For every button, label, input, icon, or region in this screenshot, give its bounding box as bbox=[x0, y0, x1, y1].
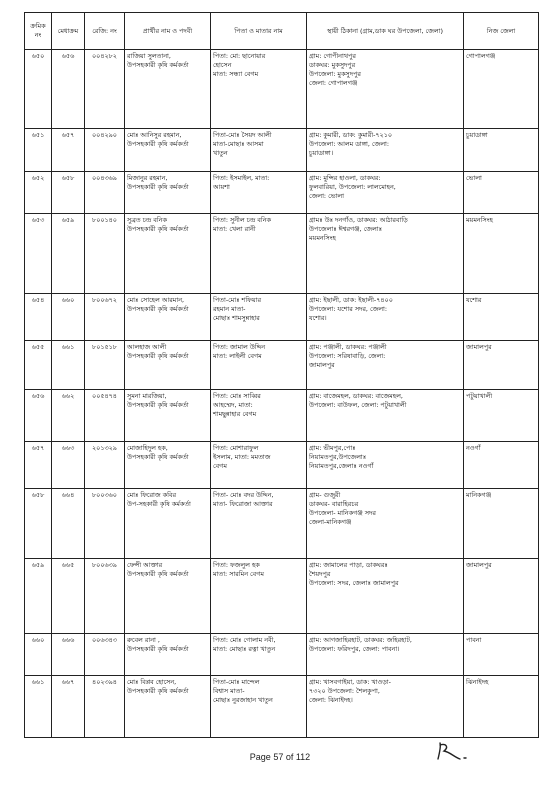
address-line: উপজেলাঃ ঈশ্বরগঞ্জ, জেলাঃ bbox=[309, 225, 383, 233]
address-line: জেলা: গোপালগঞ্জ bbox=[309, 79, 358, 87]
parents-line: পিতা: মোঃ গোলাম নবী, bbox=[213, 636, 276, 644]
parents-line: পিতা: মো: ছানোয়ার bbox=[213, 52, 266, 60]
name-designation-line: রাজিয়া সুলতানা, bbox=[127, 52, 171, 60]
address-cell bbox=[307, 129, 464, 172]
table-header-row bbox=[25, 13, 539, 50]
name-designation-line: মোঃ সোহেল আরমান, bbox=[127, 296, 185, 304]
serial-cell: ৬৫৪ bbox=[25, 294, 52, 341]
header-registration: রেজি: নং bbox=[85, 13, 125, 50]
parents-line: মোছাঃ নুরজাহান খাতুন bbox=[213, 696, 273, 704]
address-cell bbox=[307, 559, 464, 634]
address-line: ডাকঘর: মুকসুদপুর bbox=[309, 61, 356, 69]
name-designation-cell bbox=[125, 214, 211, 294]
serial-cell: ৬৫৯ bbox=[25, 559, 52, 634]
address-line: শৈয়দপুর bbox=[309, 570, 331, 578]
registration-cell: ০০৪২৮২ bbox=[85, 50, 125, 129]
registration-cell: ২০১৩২৯ bbox=[85, 442, 125, 489]
parents-line: আহম্মেদ, মাতা: bbox=[213, 401, 253, 409]
parents-line: মাতা: সন্ধ্যা বেগম bbox=[213, 70, 259, 78]
address-line: গ্রাম: জামালের পাড়া, ডাকঘরঃ bbox=[309, 561, 388, 569]
address-line: ৭৩২০ উপজেলা: শৈলকুপা, bbox=[309, 687, 380, 695]
merit-cell: ৬৬৩ bbox=[52, 442, 85, 489]
address-cell bbox=[307, 294, 464, 341]
parents-line: পিতা: মোশারাফুল bbox=[213, 444, 259, 452]
header-merit: মেধাক্রম bbox=[52, 13, 85, 50]
name-designation-line: সুব্রত চন্দ্র বনিক bbox=[127, 216, 167, 224]
name-designation-line: ফেন্সী আক্তার bbox=[127, 561, 163, 569]
address-line: গ্রাম: পঞ্জালী, ডাকঘর: পঞ্জালী bbox=[309, 343, 387, 351]
name-designation-line: উপসহকারী কৃষি কর্মকর্তা bbox=[127, 61, 189, 69]
district-cell: জামালপুর bbox=[464, 559, 539, 634]
parents-cell bbox=[211, 341, 307, 390]
header-parents: পিতা ও মাতার নাম bbox=[211, 13, 307, 50]
district-cell: পটুয়াখালী bbox=[464, 390, 539, 442]
merit-cell: ৬৫৬ bbox=[52, 50, 85, 129]
serial-cell: ৬৫৫ bbox=[25, 341, 52, 390]
serial-cell: ৬৬১ bbox=[25, 676, 52, 738]
table-row bbox=[25, 676, 539, 738]
name-designation-line: উপসহকারী কৃষি কর্মকর্তা bbox=[127, 687, 189, 695]
parents-line: আয়শা bbox=[213, 183, 230, 191]
address-line: গ্রাম: গোপীনাথপুর bbox=[309, 52, 356, 60]
parents-line: মাতা: সারমিন বেগম bbox=[213, 570, 264, 578]
parents-line: পিতা: ইসমাইল, মাতা: bbox=[213, 174, 270, 182]
registration-cell: ৮০০৬৩৯ bbox=[85, 559, 125, 634]
parents-line: বেগম bbox=[213, 462, 227, 470]
name-designation-line: উপসহকারী কৃষি কর্মকর্তা bbox=[127, 225, 189, 233]
name-designation-line: উপ-সহকারী কৃষি কর্মকর্তা bbox=[127, 500, 191, 508]
serial-cell: ৬৬০ bbox=[25, 634, 52, 676]
address-cell bbox=[307, 676, 464, 738]
address-line: উপজেলা- মানিকগঞ্জ সদর bbox=[309, 509, 376, 517]
parents-line: পিতা-মোঃ মান্দেল bbox=[213, 678, 260, 686]
serial-cell: ৬৫৬ bbox=[25, 390, 52, 442]
parents-line: পিতা-মোঃ শফিয়ার bbox=[213, 296, 261, 304]
parents-line: মাতা: খেলা রানী bbox=[213, 225, 256, 233]
district-cell: নওগাঁ bbox=[464, 442, 539, 489]
merit-cell: ৬৫৯ bbox=[52, 214, 85, 294]
merit-cell: ৬৬৪ bbox=[52, 489, 85, 559]
address-line: গ্রাম: খাসবগাইয়া, ডাক: খাওড়া- bbox=[309, 678, 391, 686]
parents-line: মাতা: মোছাঃ রত্না খাতুন bbox=[213, 645, 276, 653]
address-line: গ্রাম: ভীমপুর,পোঃ bbox=[309, 444, 356, 452]
name-designation-line: উপসহকারী কৃষি কর্মকর্তা bbox=[127, 645, 189, 653]
district-cell: ঝিনাইদহ bbox=[464, 676, 539, 738]
parents-cell bbox=[211, 442, 307, 489]
table-row bbox=[25, 214, 539, 294]
parents-line: ইসলাম, মাতা: মমতাজ bbox=[213, 453, 271, 461]
table-row bbox=[25, 172, 539, 214]
parents-line: মাতা: লাইলী বেগম bbox=[213, 352, 262, 360]
address-line: গ্রাম: মুন্সির হাওলা, ডাকঘর: bbox=[309, 174, 381, 182]
name-designation-cell bbox=[125, 442, 211, 489]
parents-line: খাতুন bbox=[213, 149, 228, 157]
address-cell bbox=[307, 214, 464, 294]
table-body bbox=[25, 50, 539, 738]
name-designation-cell bbox=[125, 129, 211, 172]
registration-cell: ০০৪২৯০ bbox=[85, 129, 125, 172]
address-line: চুয়াডাঙ্গা। bbox=[309, 149, 334, 157]
name-designation-cell bbox=[125, 294, 211, 341]
candidate-table bbox=[24, 12, 539, 738]
parents-line: মাতা- ফিরোজা আক্তার bbox=[213, 500, 273, 508]
address-cell bbox=[307, 489, 464, 559]
parents-cell bbox=[211, 129, 307, 172]
address-cell bbox=[307, 442, 464, 489]
header-home-district: নিজ জেলা bbox=[464, 13, 539, 50]
address-cell bbox=[307, 341, 464, 390]
parents-cell bbox=[211, 50, 307, 129]
name-designation-line: আলহাজ আলী bbox=[127, 343, 167, 351]
name-designation-line: রুবেল রানা , bbox=[127, 636, 160, 644]
district-cell: গোপালগঞ্জ bbox=[464, 50, 539, 129]
parents-cell bbox=[211, 559, 307, 634]
merit-cell: ৬৬১ bbox=[52, 341, 85, 390]
signature-mark bbox=[432, 741, 472, 763]
address-line: উপজেলা: আলম ডাঙ্গা, জেলা: bbox=[309, 140, 389, 148]
header-name-designation: প্রার্থীর নাম ও পদবী bbox=[125, 13, 211, 50]
address-line: গ্রামঃ উঃ দনগাঁও, ডাকঘর: আঠারবাড়ি bbox=[309, 216, 408, 224]
address-line: উপজেলা: যশোর সদর, জেলা: bbox=[309, 305, 388, 313]
name-designation-line: সুমনা মারজিয়া, bbox=[127, 392, 167, 400]
parents-cell bbox=[211, 172, 307, 214]
parents-line: মোছাঃ শামসুন্নাহার bbox=[213, 314, 260, 322]
registration-cell: ৮০১৫১৮ bbox=[85, 341, 125, 390]
merit-cell: ৬৫৭ bbox=[52, 129, 85, 172]
district-cell: যশোর bbox=[464, 294, 539, 341]
address-line: গ্রাম: বাজেমহল, ডাকঘর: বাজেমহল, bbox=[309, 392, 403, 400]
district-cell: মানিকগঞ্জ bbox=[464, 489, 539, 559]
parents-line: পিতা-মোঃ সৈয়দ আলী bbox=[213, 131, 272, 139]
table-row bbox=[25, 489, 539, 559]
name-designation-line: উপসহকারী কৃষি কর্মকর্তা bbox=[127, 570, 189, 578]
parents-line: বিশ্বাস মাতা- bbox=[213, 687, 245, 695]
parents-cell bbox=[211, 390, 307, 442]
address-line: গ্রাম: আগজাহিরহাট, ডাকঘর: জহিরহাট, bbox=[309, 636, 412, 644]
address-line: উপজেলা: সরিষাবাড়ি, জেলা: bbox=[309, 352, 386, 360]
parents-line: পিতা: জামাল উদ্দিন bbox=[213, 343, 266, 351]
table-row bbox=[25, 559, 539, 634]
name-designation-line: মোঃ ফিরোজ কবির bbox=[127, 491, 176, 499]
registration-cell: ০০৬৩৪৩ bbox=[85, 634, 125, 676]
name-designation-line: উপসহকারী কৃষি কর্মকর্তা bbox=[127, 305, 189, 313]
address-cell bbox=[307, 390, 464, 442]
header-address: স্থায়ী ঠিকানা (গ্রাম,ডাক ঘর উপজেলা, জেলা) bbox=[307, 13, 464, 50]
address-line: উপজেলা: সদর, জেলাঃ জামালপুর bbox=[309, 579, 399, 587]
address-line: উপজেলা: ফরিদপুর, জেলা: পাবনা। bbox=[309, 645, 400, 653]
address-line: জেলা: ভোলা bbox=[309, 192, 344, 200]
merit-cell: ৬৬০ bbox=[52, 294, 85, 341]
name-designation-cell bbox=[125, 172, 211, 214]
merit-cell: ৬৬৭ bbox=[52, 676, 85, 738]
address-line: উপজেলা: মুকসুদপুর bbox=[309, 70, 361, 78]
name-designation-cell bbox=[125, 634, 211, 676]
name-designation-cell bbox=[125, 489, 211, 559]
district-cell: চুয়াডাঙ্গা bbox=[464, 129, 539, 172]
name-designation-cell bbox=[125, 559, 211, 634]
district-cell: জামালপুর bbox=[464, 341, 539, 390]
merit-cell: ৬৬২ bbox=[52, 390, 85, 442]
address-line: নিয়ামতপুর,উপজেলাঃ bbox=[309, 453, 367, 461]
registration-cell: ০০৫৪৭৪ bbox=[85, 390, 125, 442]
address-line: গ্রাম: ইছালী, ডাক: ইছালী-৭৪০০ bbox=[309, 296, 393, 304]
name-designation-line: মোজাহিদুল হক, bbox=[127, 444, 168, 452]
table-row bbox=[25, 50, 539, 129]
page-number: Page 57 of 112 bbox=[249, 752, 311, 762]
name-designation-line: উপসহকারী কৃষি কর্মকর্তা bbox=[127, 183, 189, 191]
table-row bbox=[25, 442, 539, 489]
address-cell bbox=[307, 172, 464, 214]
parents-line: পিতা- মোঃ বদর উদ্দিন, bbox=[213, 491, 274, 499]
table-row bbox=[25, 294, 539, 341]
parents-line: হোসেন bbox=[213, 61, 232, 69]
parents-cell bbox=[211, 676, 307, 738]
name-designation-line: উপসহকারী কৃষি কর্মকর্তা bbox=[127, 453, 189, 461]
district-cell: ময়মনসিংহ bbox=[464, 214, 539, 294]
merit-cell: ৬৬৬ bbox=[52, 634, 85, 676]
parents-line: পিতা: সুনীল চন্দ্র বনিক bbox=[213, 216, 271, 224]
registration-cell: ৮০০৬৭২ bbox=[85, 294, 125, 341]
parents-line: পিতা: ফজলুল হক bbox=[213, 561, 260, 569]
name-designation-line: উপসহকারী কৃষি কর্মকর্তা bbox=[127, 140, 189, 148]
address-line: জেলা: ঝিনাইদহ। bbox=[309, 696, 353, 704]
name-designation-line: উপসহকারী কৃষি কর্মকর্তা bbox=[127, 352, 189, 360]
merit-cell: ৬৫৮ bbox=[52, 172, 85, 214]
district-cell: ভোলা bbox=[464, 172, 539, 214]
registration-cell: ৮০০৩৬০ bbox=[85, 489, 125, 559]
address-line: জামালপুর bbox=[309, 361, 335, 369]
name-designation-cell bbox=[125, 676, 211, 738]
merit-cell: ৬৬৫ bbox=[52, 559, 85, 634]
name-designation-cell bbox=[125, 390, 211, 442]
address-line: নিয়ামতপুর,জেলাঃ নওগাঁ bbox=[309, 462, 374, 470]
parents-cell bbox=[211, 634, 307, 676]
name-designation-line: মোঃ আনিসুর রহমান, bbox=[127, 131, 182, 139]
name-designation-cell bbox=[125, 341, 211, 390]
address-line: গ্রাম: কুমারী, ডাক: কুমারী-৭২১০ bbox=[309, 131, 392, 139]
serial-cell: ৬৫৩ bbox=[25, 214, 52, 294]
name-designation-line: উপসহকারী কৃষি কর্মকর্তা bbox=[127, 401, 189, 409]
serial-cell: ৬৫১ bbox=[25, 129, 52, 172]
table-row bbox=[25, 341, 539, 390]
serial-cell: ৬৫০ bbox=[25, 50, 52, 129]
parents-line: রহমান মাতা- bbox=[213, 305, 246, 313]
parents-line: শামছুন্নাহার বেগম bbox=[213, 410, 257, 418]
address-line: ফুলবারিয়া, উপজেলা: লালমোহন, bbox=[309, 183, 396, 191]
parents-line: মাতা-মোছাঃ আসমা bbox=[213, 140, 264, 148]
parents-cell bbox=[211, 294, 307, 341]
name-designation-cell bbox=[125, 50, 211, 129]
serial-cell: ৬৫২ bbox=[25, 172, 52, 214]
table-row bbox=[25, 634, 539, 676]
address-line: গ্রাম- গুজুরী bbox=[309, 491, 341, 499]
table-row bbox=[25, 390, 539, 442]
name-designation-line: মিজানুর রহমান, bbox=[127, 174, 168, 182]
address-cell bbox=[307, 50, 464, 129]
serial-cell: ৬৫৮ bbox=[25, 489, 52, 559]
name-designation-line: মোঃ বিপ্লব হোসেন, bbox=[127, 678, 177, 686]
parents-cell bbox=[211, 214, 307, 294]
registration-cell: ৮০০১৪০ bbox=[85, 214, 125, 294]
registration-cell: ৪০২৩৯৪ bbox=[85, 676, 125, 738]
registration-cell: ০০৪৩৬৯ bbox=[85, 172, 125, 214]
parents-line: পিতা: মোঃ সাব্বির bbox=[213, 392, 261, 400]
address-line: উপজেলা: বাউফল, জেলা: পটুয়াখালী bbox=[309, 401, 407, 409]
parents-cell bbox=[211, 489, 307, 559]
address-line: ময়মনসিংহ bbox=[309, 234, 336, 242]
table-row bbox=[25, 129, 539, 172]
serial-cell: ৬৫৭ bbox=[25, 442, 52, 489]
district-cell: পাবনা bbox=[464, 634, 539, 676]
header-serial: ক্রমিক নং bbox=[25, 13, 52, 50]
address-line: ডাকঘর- বারাহিরচর bbox=[309, 500, 359, 508]
address-cell bbox=[307, 634, 464, 676]
address-line: জেলা-মানিকগঞ্জ bbox=[309, 518, 352, 526]
address-line: যশোর। bbox=[309, 314, 327, 322]
